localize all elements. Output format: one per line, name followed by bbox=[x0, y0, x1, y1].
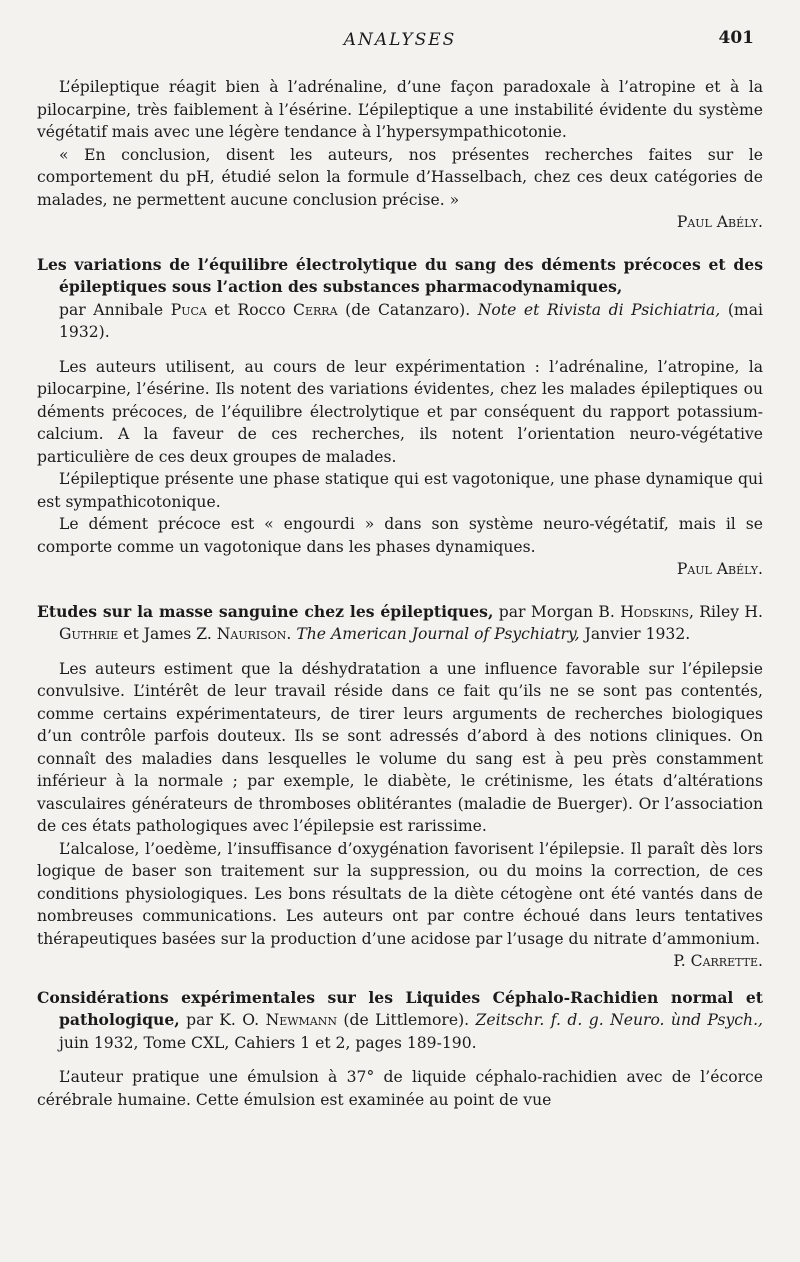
article3-paragraph-2: L’alcalose, l’oedème, l’insuffisance d’oxygénation favorisent l’épilepsie. Il paraît dès lors logique de baser son traitement sur la suppression, ou du moins la correction, de ces conditions physiologiques. Les bons résultats de la diète cétogène ont été vantés dans de nombreuses communications. Les auteurs ont par contre échoué dans leurs tentatives thérapeutiques basées sur la production d’une acidose par l’usage du nitrate d’ammonium. bbox=[37, 839, 763, 948]
article3-paragraph-1: Les auteurs estiment que la déshydratation a une influence favorable sur l’épilepsie convulsive. L’intérêt de leur travail réside dans ce fait qu’ils ne se sont pas contentés, comme certains expérimentateurs, de tirer leurs arguments de recherches biologiques d’un contrôle parfois douteux. Ils se sont adressés d’abord à des notions cliniques. On connaît des maladies dans lesquelles le volume du sang est à peu près constamment inférieur à la normale ; par exemple, le diabète, le crétinisme, les états d’altérations vasculaires générateurs de thromboses oblitérantes (maladie de Buerger). Or l’association de ces états pathologiques avec l’épilepsie est rarissime. bbox=[37, 659, 763, 835]
article3-title: Etudes sur la masse sanguine chez les épileptiques, bbox=[37, 601, 494, 621]
article3-ref-sep: . bbox=[286, 625, 297, 643]
article4-heading bbox=[37, 987, 763, 1055]
article3-journal: The American Journal of Psychiatry, bbox=[296, 625, 580, 643]
article3-ref-mid-1: , Riley H. bbox=[688, 602, 763, 621]
article3-author-2: Guthrie bbox=[59, 625, 119, 643]
running-head bbox=[0, 28, 800, 54]
article2-reference bbox=[37, 299, 763, 344]
article2-title: Les variations de l’équilibre électrolytique du sang des déments précoces et des épileptiques sous l’action des substances pharmacodynamiques, bbox=[37, 254, 763, 296]
article4-date: juin 1932, Tome CXL, Cahiers 1 et 2, pages 189-190. bbox=[59, 1033, 477, 1052]
article3-date: Janvier 1932. bbox=[579, 625, 691, 643]
article2-ref-prefix: par Annibale bbox=[59, 300, 171, 319]
article2-paragraph-1: Les auteurs utilisent, au cours de leur expérimentation : l’adrénaline, l’atropine, la pilocarpine, l’ésérine. Ils notent des variations évidentes, chez les malades épileptiques ou déments précoces, de l’équilibre électrolytique et par conséquent du rapport potassium-calcium. A la faveur de ces recherches, ils notent l’orientation neuro-végétative particulière de ces deux groupes de malades. bbox=[37, 357, 763, 466]
article4-title: Considérations expérimentales sur les Liquides Céphalo-Rachidien normal et pathologique, bbox=[37, 987, 763, 1029]
article4-author-1: Newmann bbox=[265, 1011, 337, 1029]
review1-signature: Paul Abély. bbox=[676, 213, 763, 231]
article2-paragraph-2: L’épileptique présente une phase statique qui est vagotonique, une phase dynamique qui est sympathicotonique. bbox=[37, 470, 763, 511]
article4-ref-prefix: par K. O. bbox=[179, 1011, 266, 1029]
article2-paragraph-3: Le dément précoce est « engourdi » dans son système neuro-végétatif, mais il se comporte comme un vagotonique dans les phases dynamiques. bbox=[37, 515, 763, 556]
article2-signature: Paul Abély. bbox=[676, 560, 763, 578]
article3-author-3: Naurison bbox=[216, 625, 287, 643]
review1-paragraph-1: L’épileptique réagit bien à l’adrénaline, d’une façon paradoxale à l’atropine et à la pilocarpine, très faiblement à l’ésérine. L’épileptique a une instabilité évidente du système végétatif mais avec une légère tendance à l’hypersympathicotonie. bbox=[37, 78, 763, 141]
article4-journal: Zeitschr. f. d. g. Neuro. ùnd Psych., bbox=[475, 1011, 763, 1029]
page-number: 401 bbox=[718, 28, 754, 48]
article2-journal: Note et Rivista di Psichiatria, bbox=[477, 300, 721, 319]
page-body bbox=[37, 76, 763, 1111]
article4-paragraph-1: L’auteur pratique une émulsion à 37° de liquide céphalo-rachidien avec de l’écorce cérébrale humaine. Cette émulsion est examinée au point de vue bbox=[37, 1068, 763, 1109]
review1-paragraph-2: « En conclusion, disent les auteurs, nos présentes recherches faites sur le comportement du pH, étudié selon la formule d’Hasselbach, chez ces deux catégories de malades, ne permettent aucune conclusion précise. » bbox=[37, 145, 763, 209]
article2-ref-place: (de Catanzaro). bbox=[337, 300, 478, 319]
article2-heading bbox=[37, 254, 763, 344]
article3-ref-prefix: par Morgan B. bbox=[493, 602, 621, 621]
article3-heading bbox=[37, 601, 763, 646]
article2-author-1: Puca bbox=[170, 300, 207, 319]
article2-author-2: Cerra bbox=[293, 300, 338, 319]
article3-signature: P. Carrette. bbox=[673, 952, 763, 970]
article4-ref-place: (de Littlemore). bbox=[337, 1011, 476, 1029]
article3-author-1: Hodskins bbox=[620, 602, 689, 621]
article2-ref-mid: et Rocco bbox=[206, 300, 294, 319]
running-title: ANALYSES bbox=[343, 30, 457, 50]
article2-date: (mai 1932). bbox=[59, 300, 763, 341]
article3-ref-mid-2: et James Z. bbox=[118, 625, 217, 643]
